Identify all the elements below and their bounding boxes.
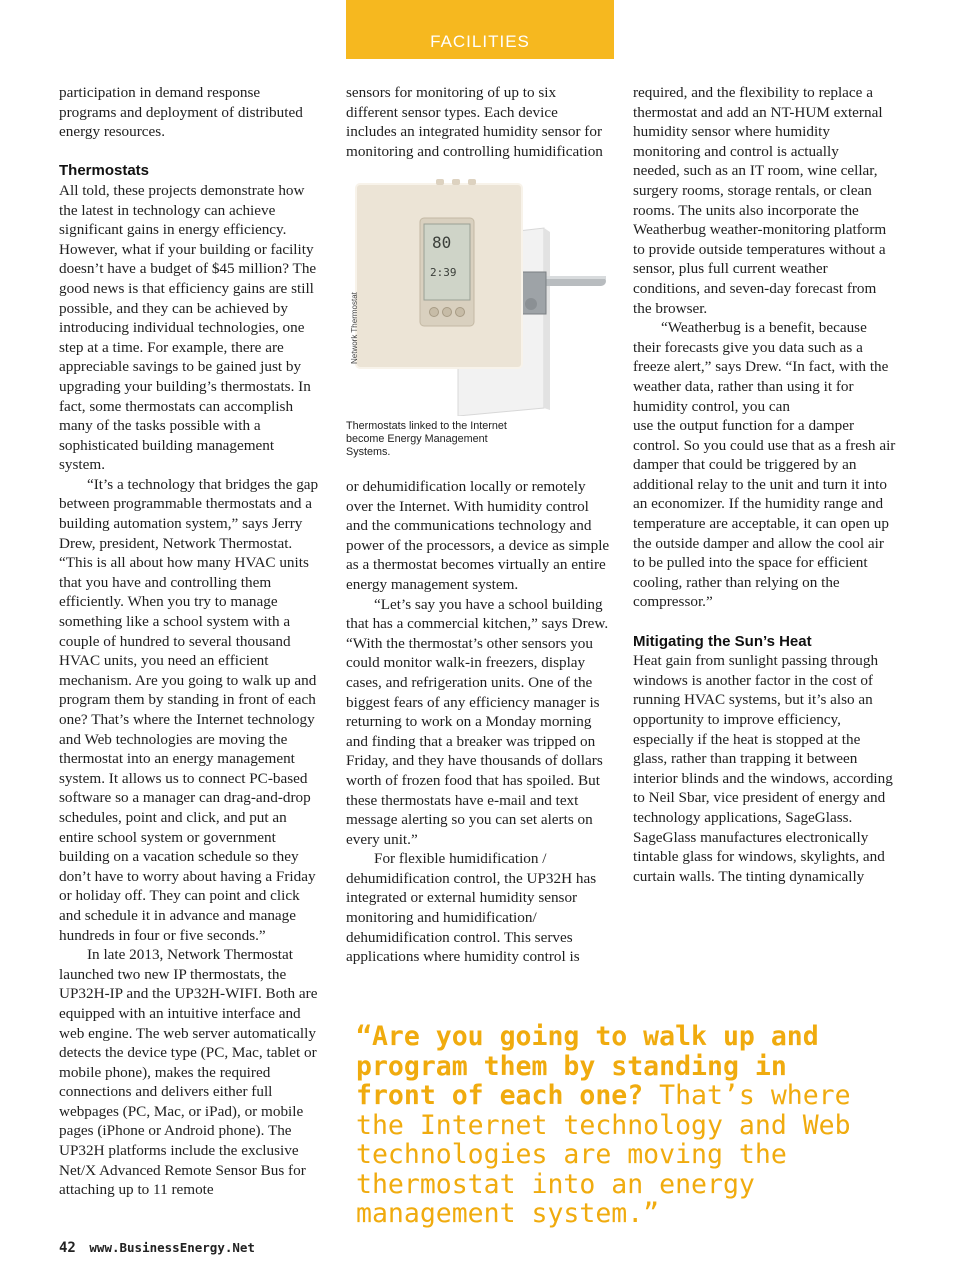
figure-credit: Network Thermostat	[350, 292, 359, 364]
pull-quote-bold: “Are you going to walk up and program them by standing in front of each one?	[356, 1021, 819, 1111]
website-link[interactable]: www.BusinessEnergy.Net	[89, 1240, 255, 1255]
paragraph: needed, such as an IT room, wine cellar, surgery rooms, storage rentals, or clean rooms. The units also incorporate the Weatherbug weather-monitoring platform to provide outside temperatures without a sensor, plus full current weather conditions, and seven-day forecast from the browser.	[633, 162, 887, 317]
paragraph: Heat gain from sunlight passing through windows is another factor in the cost of running HVAC systems, but it’s also an opportunity to improve efficiency, especially if the heat is stopped at the glass, rather than trapping it between interior blinds and the windows, according to Neil Sbar, vice president of energy and technology applications, SageGlass. SageGlass manufactures electronically tintable glass for windows, skylights, and curtain walls. The tinting dynamically	[633, 652, 893, 885]
paragraph: required, and the flexibility to replace a thermostat and add an NT-HUM external humidity sensor where humidity monitoring and control is actually	[633, 84, 883, 160]
subheading-thermostats: Thermostats	[59, 162, 150, 180]
section-tab	[346, 0, 614, 59]
display-time: 2:39	[430, 266, 457, 279]
paragraph: In late 2013, Network Thermostat launched two new IP thermostats, the UP32H-IP and the UP32H-WIFI. Both are equipped with an intuitive interface and web engine. The web server automatically detects the device type (PC, Mac, tablet or mobile phone), makes the required connections and delivers either full webpages (PC, Mac, or iPad), or mobile pages (iPhone or Android phone). The UP32H platforms include the exclusive Net/X Advanced Remote Sensor Bus for attaching up to 11 remote	[59, 946, 318, 1199]
subheading-sun-heat: Mitigating the Sun’s Heat	[633, 632, 812, 650]
figure-caption: Thermostats linked to the Internet become Energy Management Systems.	[346, 420, 507, 458]
column-1	[59, 83, 321, 1200]
paragraph: use the output function for a damper control. So you could use that as a fresh air damper that could be triggered by an additional relay to the unit and turn it into an economizer. If the humidity range and temperature are acceptable, it can open up the outside damper and allow the cool air to be pulled into the space for efficient cooling, rather than relying on the compressor.”	[633, 417, 896, 611]
pull-quote-regular: That’s where the Internet technology and Web technologies are moving the thermostat into an energy management system.”	[356, 1080, 851, 1229]
pull-quote	[356, 1022, 876, 1229]
thermostat-photo	[346, 176, 614, 416]
paragraph: For flexible humidification / dehumidification control, the UP32H has integrated or external humidity sensor monitoring and humidification/ dehumidification control. This serves applications where humidity control is	[346, 850, 597, 966]
paragraph: or dehumidification locally or remotely over the Internet. With humidity control and the communications technology and power of the processors, a device as simple as a thermostat becomes virtually an entire energy management system.	[346, 478, 610, 593]
column-3	[633, 83, 897, 886]
paragraph: “It’s a technology that bridges the gap between programmable thermostats and a building automation system,” says Jerry Drew, president, Network Thermostat. “This is all about how many HVAC units that you have and controlling them efficiently. When you try to manage something like a school system with a couple of hundred to several thousand HVAC units, you need an efficient mechanism. Are you going to walk up and program them by standing in front of each one? That’s where the Internet technology and Web technologies are moving the thermostat into an energy management system. It allows us to connect PC-based software so a manager can drag-and-drop schedules, point and click, and put an entire school system or government building on a vacation schedule so they don’t have to worry about having a Friday or holiday off. They can point and click and schedule it in advance and manage hundreds in four or five seconds.”	[59, 475, 319, 944]
section-label: FACILITIES	[430, 32, 530, 51]
paragraph: “Weatherbug is a benefit, because their forecasts give you data such as a freeze alert,” says Drew. “In fact, with the weather data, rather than using it for humidity control, you can	[633, 319, 889, 415]
column-2-bottom	[346, 477, 610, 967]
paragraph: sensors for monitoring of up to six different sensor types. Each device includes an integrated humidity sensor for monitoring and controlling humidification	[346, 84, 603, 160]
column-2-top	[346, 83, 608, 161]
paragraph: All told, these projects demonstrate how the latest in technology can achieve significant gains in energy efficiency. However, what if your building or facility doesn’t have a budget of $45 million? The good news is that efficiency gains are still possible, and they can be achieved by introducing individual technologies, one step at a time. For example, there are appreciable savings to be gained just by upgrading your building’s thermostats. In fact, some thermostats can accomplish many of the tasks possible with a sophisticated building management system.	[59, 181, 317, 474]
thermostat-figure	[346, 176, 614, 464]
page-footer	[59, 1240, 255, 1256]
display-temperature: 80	[432, 233, 452, 252]
page-number: 42	[59, 1240, 76, 1256]
paragraph: “Let’s say you have a school building that has a commercial kitchen,” says Drew. “With the thermostat’s other sensors you could monitor walk-in freezers, display cases, and refrigeration units. One of the biggest fears of any efficiency manager is returning to work on a Monday morning and finding that a breaker was tripped on Friday, and they have thousands of dollars worth of frozen food that has spoiled. But these thermostats have e-mail and text message alerting so you can set alerts on every unit.”	[346, 595, 609, 848]
paragraph: participation in demand response programs and deployment of distributed energy resources.	[59, 84, 303, 141]
